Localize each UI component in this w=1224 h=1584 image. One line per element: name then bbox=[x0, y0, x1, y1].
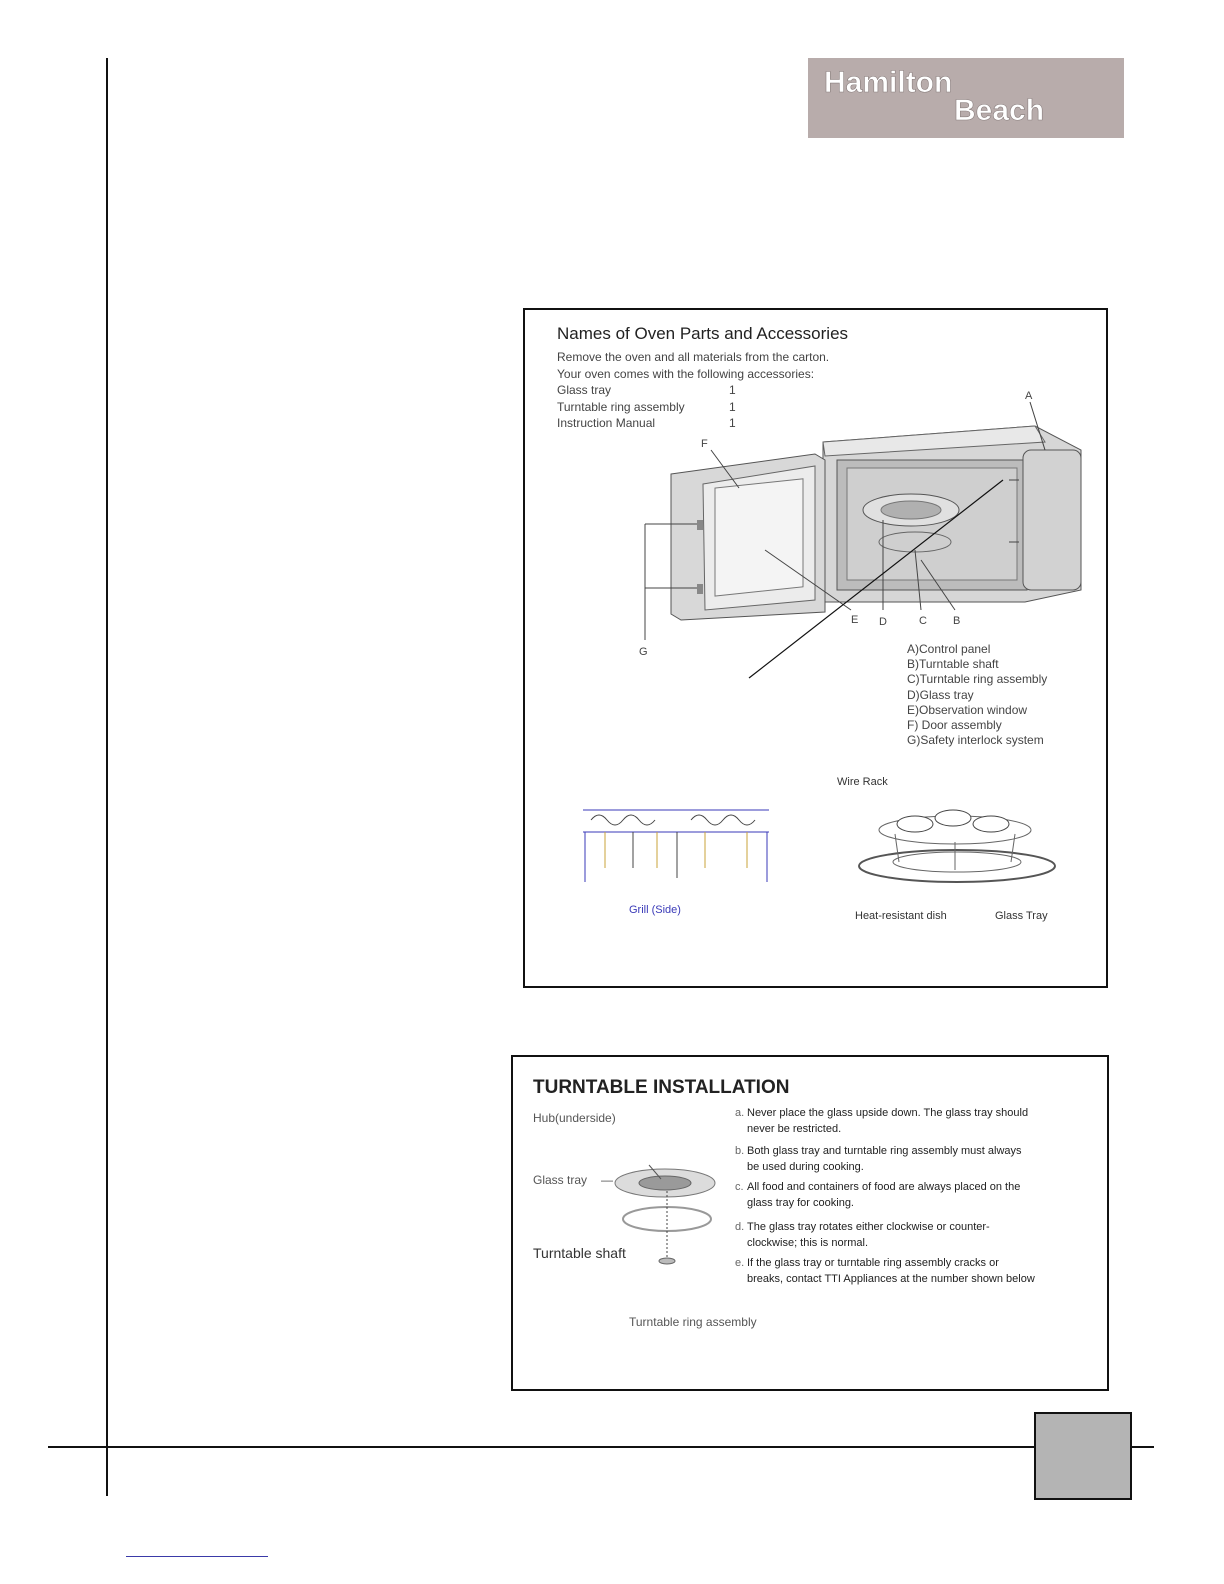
oven-parts-panel bbox=[523, 308, 1108, 988]
glass-tray-dash: — bbox=[601, 1173, 613, 1187]
heat-resistant-dish-label: Heat-resistant dish bbox=[855, 910, 947, 922]
accessory-qty: 1 bbox=[729, 416, 736, 430]
hub-label: Hub(underside) bbox=[533, 1111, 616, 1125]
hamilton-beach-logo bbox=[808, 58, 1124, 138]
turntable-ring-label: Turntable ring assembly bbox=[629, 1315, 757, 1329]
legend-item: F) Door assembly bbox=[907, 718, 1002, 732]
intro-line-2: Your oven comes with the following accessories: bbox=[557, 367, 815, 381]
grill-caption: Grill (Side) bbox=[629, 904, 681, 916]
legend-item: E)Observation window bbox=[907, 703, 1028, 717]
legend-item: G)Safety interlock system bbox=[907, 733, 1044, 747]
accessory-name: Turntable ring assembly bbox=[557, 400, 685, 414]
intro-line-1: Remove the oven and all materials from the carton. bbox=[557, 350, 830, 364]
note-item: c. All food and containers of food are always placed on the glass tray for cooking. bbox=[735, 1181, 1021, 1209]
legend-item: A)Control panel bbox=[907, 642, 991, 656]
legend-item: B)Turntable shaft bbox=[907, 657, 999, 671]
glass-tray-label: Glass Tray bbox=[995, 910, 1048, 922]
footer-link-underline bbox=[126, 1556, 268, 1557]
label-c: C bbox=[919, 615, 927, 627]
accessory-name: Glass tray bbox=[557, 383, 612, 397]
label-f: F bbox=[701, 438, 708, 450]
left-margin-rule bbox=[106, 58, 108, 1496]
parts-title: Names of Oven Parts and Accessories bbox=[557, 324, 849, 343]
note-item: d. The glass tray rotates either clockwise or counter-clockwise; this is normal. bbox=[735, 1221, 990, 1249]
accessory-name: Instruction Manual bbox=[557, 416, 656, 430]
logo-line2: Beach bbox=[954, 94, 1045, 127]
turntable-illustration bbox=[603, 1147, 723, 1287]
logo-line1: Hamilton bbox=[824, 66, 953, 99]
accessory-qty: 1 bbox=[729, 400, 736, 414]
note-item: a. Never place the glass upside down. The glass tray should never be restricted. bbox=[735, 1107, 1029, 1135]
label-d: D bbox=[879, 616, 887, 628]
legend-item: C)Turntable ring assembly bbox=[907, 672, 1048, 686]
legend-item: D)Glass tray bbox=[907, 688, 974, 702]
grill-element-illustration bbox=[581, 806, 771, 888]
glass-tray-label: Glass tray bbox=[533, 1173, 588, 1187]
page-number-box bbox=[1034, 1412, 1132, 1500]
label-a: A bbox=[1025, 390, 1033, 402]
wire-rack-label: Wire Rack bbox=[837, 776, 888, 788]
label-g: G bbox=[639, 646, 648, 658]
turntable-title: TURNTABLE INSTALLATION bbox=[533, 1077, 790, 1098]
accessory-qty: 1 bbox=[729, 383, 736, 397]
label-b: B bbox=[953, 615, 961, 627]
turntable-installation-panel bbox=[511, 1055, 1109, 1391]
label-e: E bbox=[851, 614, 859, 626]
turntable-shaft-label: Turntable shaft bbox=[533, 1245, 626, 1261]
wire-rack-illustration bbox=[855, 800, 1061, 896]
bottom-rule bbox=[48, 1446, 1154, 1448]
note-item: b. Both glass tray and turntable ring assembly must always be used during cooking. bbox=[735, 1145, 1022, 1173]
note-item: e. If the glass tray or turntable ring assembly cracks or breaks, contact TTI Appliances at the number shown below bbox=[735, 1257, 1035, 1285]
